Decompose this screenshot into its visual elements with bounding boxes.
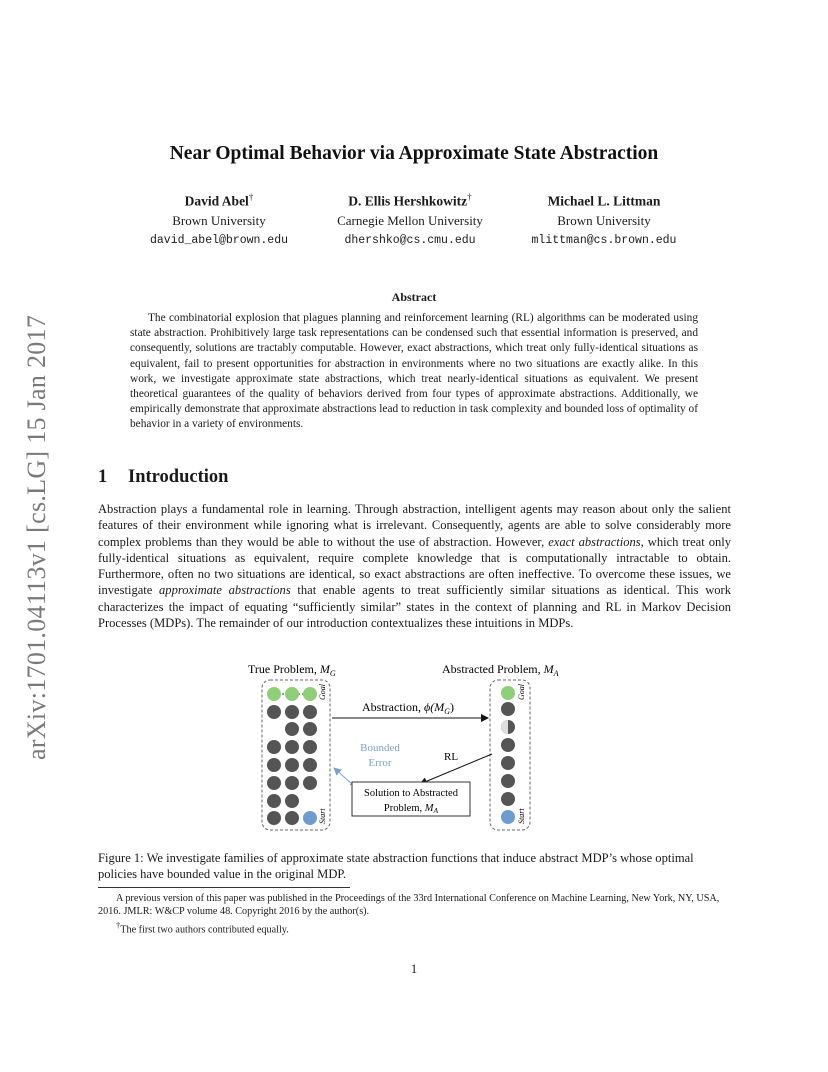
bounded-error-arrow — [334, 768, 352, 784]
rl-label: RL — [444, 751, 459, 763]
author-name: David Abel† — [184, 192, 254, 209]
goal-label: Goal — [517, 684, 526, 700]
goal-state — [267, 687, 281, 701]
start-label: Start — [318, 808, 327, 824]
solution-label: Problem, MA — [383, 803, 439, 815]
section-title: Introduction — [128, 467, 229, 487]
author-1 — [109, 188, 329, 251]
author-email[interactable]: david_abel@brown.edu — [149, 233, 289, 247]
author-affiliation: Carnegie Mellon University — [337, 212, 483, 228]
solution-label: Solution to Abstracted — [364, 788, 458, 799]
author-affiliation: Brown University — [172, 212, 266, 228]
page-number: 1 — [410, 962, 418, 976]
figure-1 — [240, 656, 600, 836]
start-state — [303, 811, 317, 825]
true-problem-label: True Problem, $M_G$ — [248, 662, 336, 678]
intro-paragraph: Abstraction plays a fundamental role in learning. Through abstraction, intelligent agents may reason about only the salient features of their environment while ignoring what is irrelevant. Consequently, agents are able to solve considerably more complex problems than they would be able to without the use of abstraction. However, exact abstractions, which treat only fully-identical situations as equivalent, require complete knowledge that is computationally intractable to obtain. Furthermore, often no two situations are identical, so exact abstractions are often ineffective. To overcome these issues, we investigate approximate abstractions that enable agents to treat sufficiently similar situations as identical. This work characterizes the impact of equating “sufficiently similar” states in the context of planning and RL in Markov Decision Processes (MDPs). The remainder of our introduction contextualizes these intuitions in MDPs. — [98, 502, 731, 631]
section-number: 1 — [98, 467, 108, 487]
author-name: Michael L. Littman — [547, 193, 661, 209]
author-3 — [494, 188, 714, 251]
footnote-1: A previous version of this paper was published in the Proceedings of the 33rd International Conference on Machine Learning, New York, NY, USA, 2016. JMLR: W&CP volume 48. Copyright 2016 by the author(s). — [98, 893, 720, 918]
arxiv-stamp-text: arXiv:1701.04113v1 [cs.LG] 15 Jan 2017 — [22, 314, 51, 760]
goal-state — [285, 687, 299, 701]
abstracted-problem-states — [501, 686, 515, 824]
footnotes — [98, 892, 731, 936]
author-name: D. Ellis Hershkowitz† — [348, 192, 472, 209]
footnote-2: †The first two authors contributed equally. — [116, 919, 289, 935]
goal-state — [501, 686, 515, 700]
abstraction-label: Abstraction, $\phi(M_G)$ — [362, 700, 454, 716]
goal-label: Goal — [318, 684, 327, 700]
abstract-heading: Abstract — [391, 290, 437, 304]
author-email[interactable]: mlittman@cs.brown.edu — [531, 233, 677, 247]
figure-caption: Figure 1: We investigate families of approximate state abstraction functions that induce abstract MDP’s whose optimal policies have bounded value in the original MDP. — [98, 851, 694, 882]
bounded-error-label: Bounded — [360, 742, 400, 754]
abstract-text: The combinatorial explosion that plagues planning and reinforcement learning (RL) algorithms can be moderated using state abstraction. Prohibitively large task representations can be condensed such that essential information is preserved, and consequently, solutions are tractably computable. However, exact abstractions, which treat only fully-identical situations as equivalent, fail to present opportunities for abstraction in environments where no two situations are exactly alike. In this work, we investigate approximate state abstractions, which treat nearly-identical situations as equivalent. We present theoretical guarantees of the quality of behaviors derived from four types of approximate abstractions. Additionally, we empirically demonstrate that approximate abstractions lead to reduction in task complexity and bounded loss of optimality of behavior in a variety of environments. — [130, 312, 698, 431]
author-affiliation: Brown University — [557, 212, 651, 228]
arxiv-stamp — [0, 0, 51, 760]
abstracted-problem-label: Abstracted Problem, $M_A$ — [442, 662, 559, 678]
footnote-divider — [98, 887, 350, 888]
goal-state — [303, 687, 317, 701]
paper-title: Near Optimal Behavior via Approximate State Abstraction — [169, 143, 659, 164]
bounded-error-label: Error — [368, 757, 392, 769]
start-state — [501, 810, 515, 824]
true-problem-states — [267, 687, 317, 825]
author-2 — [300, 188, 520, 251]
author-email[interactable]: dhershko@cs.cmu.edu — [344, 233, 476, 247]
section-heading — [98, 467, 228, 488]
start-label: Start — [517, 808, 526, 824]
